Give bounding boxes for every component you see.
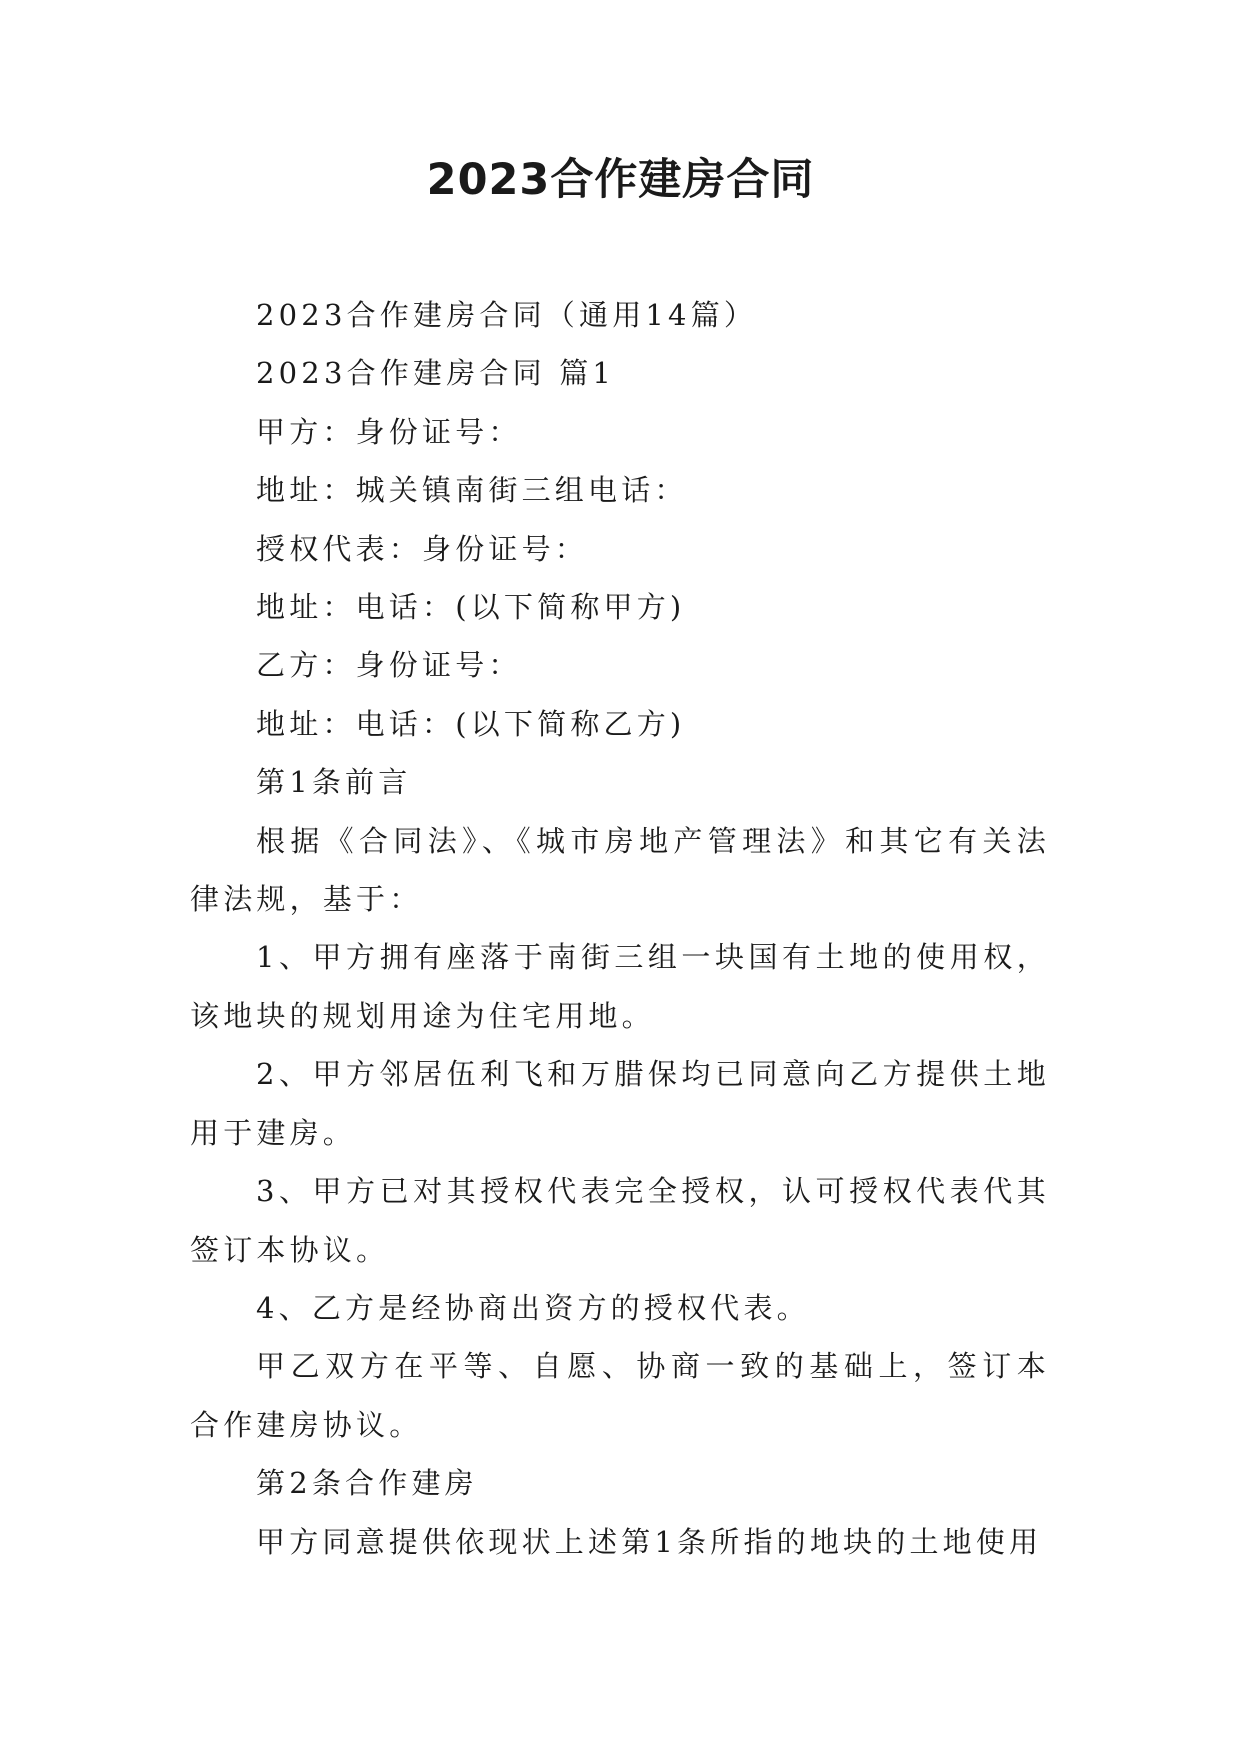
- document-body: [190, 286, 1050, 1571]
- paragraph-article-2-body: 甲方同意提供依现状上述第1条所指的地块的土地使用: [256, 1524, 1043, 1559]
- paragraph-legal-basis: 根据《合同法》、《城市房地产管理法》和其它有关法律法规，基于：: [190, 823, 1050, 917]
- paragraph-authorized-rep: 授权代表：身份证号：: [256, 531, 589, 566]
- paragraph-subtitle: 2023合作建房合同（通用14篇）: [256, 298, 758, 332]
- paragraph-party-a-address: 地址：城关镇南街三组电话：: [256, 473, 688, 508]
- paragraph-part-heading: 2023合作建房合同 篇1: [256, 356, 616, 391]
- paragraph-party-b: 乙方：身份证号：: [256, 648, 522, 683]
- paragraph-item-2: 2、甲方邻居伍利飞和万腊保均已同意向乙方提供土地用于建房。: [190, 1057, 1050, 1150]
- paragraph-item-1: 1、甲方拥有座落于南街三组一块国有土地的使用权，该地块的规划用途为住宅用地。: [190, 940, 1050, 1033]
- paragraph-item-3: 3、甲方已对其授权代表完全授权，认可授权代表代其签订本协议。: [190, 1174, 1050, 1267]
- paragraph-rep-address: 地址：电话：(以下简称甲方): [256, 590, 686, 625]
- paragraph-party-b-address: 地址：电话：(以下简称乙方): [256, 706, 686, 741]
- paragraph-agreement: 甲乙双方在平等、自愿、协商一致的基础上，签订本合作建房协议。: [190, 1349, 1050, 1442]
- paragraph-party-a: 甲方：身份证号：: [256, 414, 522, 449]
- paragraph-article-1-heading: 第1条前言: [256, 765, 412, 800]
- paragraph-article-2-heading: 第2条合作建房: [256, 1466, 478, 1501]
- document-title: 2023合作建房合同: [426, 155, 815, 205]
- paragraph-item-4: 4、乙方是经协商出资方的授权代表。: [256, 1290, 810, 1325]
